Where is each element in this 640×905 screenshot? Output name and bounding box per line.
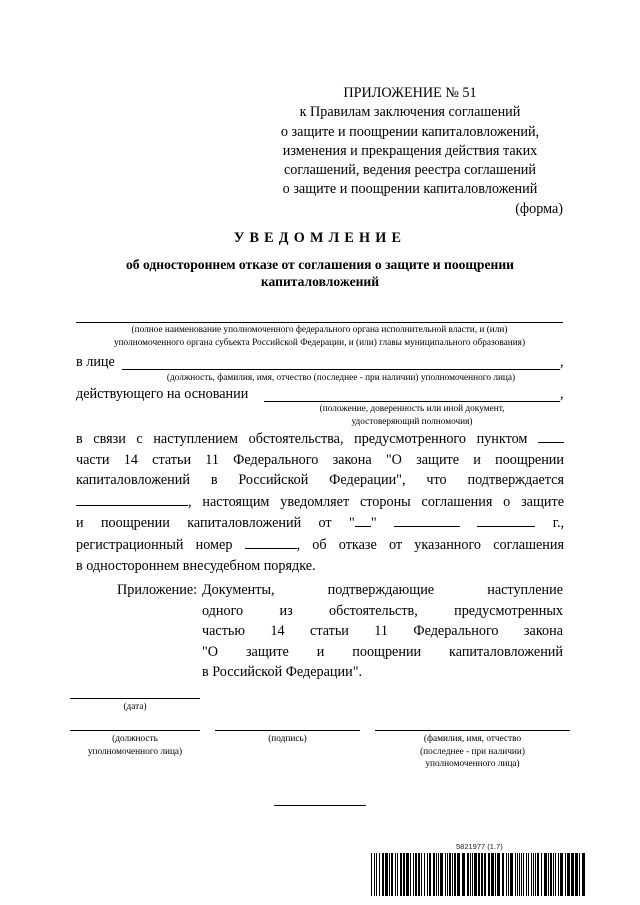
body-text: , об отказе от указанного соглашения <box>296 536 564 553</box>
barcode-image <box>371 853 589 896</box>
notice-body <box>76 428 564 576</box>
authority-name-field[interactable] <box>76 322 563 323</box>
attachment-line: в Российской Федерации". <box>202 664 363 681</box>
clause-number-field[interactable] <box>538 428 564 443</box>
date-caption: (дата) <box>123 702 147 712</box>
basis-caption <box>264 403 560 428</box>
confirmation-document-field[interactable] <box>76 491 188 506</box>
appendix-line: о защите и поощрении капиталовложений <box>282 181 538 198</box>
date-day-group <box>349 515 377 531</box>
body-text: и поощрении капиталовложений от <box>76 515 332 532</box>
year-suffix: г., <box>552 515 565 532</box>
position-field[interactable] <box>70 730 200 731</box>
attachment-line: Документы, подтверждающие наступление <box>202 582 563 598</box>
appendix-title: ПРИЛОЖЕНИЕ № 51 <box>343 85 477 101</box>
reg-number-group <box>245 537 564 553</box>
appendix-block <box>260 84 560 200</box>
signature-caption: (подпись) <box>268 734 307 744</box>
caption-line: (положение, доверенность или иной документ, <box>319 404 505 414</box>
subtitle-line: об одностороннем отказе от соглашения о защите и поощрении <box>125 257 514 272</box>
person-field[interactable] <box>122 369 560 370</box>
body-line <box>76 512 564 534</box>
quote: " <box>349 515 355 532</box>
attachment-line: "О защите и поощрении капиталовложений <box>202 643 563 660</box>
caption-line: (фамилия, имя, отчество <box>423 734 522 744</box>
document-subtitle <box>0 256 640 290</box>
body-text: регистрационный номер <box>76 536 233 553</box>
caption-line: уполномоченного лица) <box>87 746 183 757</box>
attachment-text <box>202 580 563 683</box>
agreement-month-field[interactable] <box>394 512 460 527</box>
subtitle-line: капиталовложений <box>260 274 380 289</box>
person-label: в лице <box>76 354 115 370</box>
appendix-line: к Правилам заключения соглашений <box>299 104 521 121</box>
body-text: в связи с наступлением обстоятельства, предусмотренного пунктом <box>76 431 528 447</box>
person-comma: , <box>560 354 564 370</box>
date-field[interactable] <box>70 698 200 699</box>
basis-comma: , <box>560 386 564 402</box>
agreement-day-field[interactable] <box>355 512 371 527</box>
signature-field[interactable] <box>215 730 360 731</box>
full-name-field[interactable] <box>375 730 570 731</box>
caption-line: (полное наименование уполномоченного федерального органа исполнительной власти, и (или) <box>131 325 508 335</box>
attachment-line: одного из обстоятельств, предусмотренных <box>202 602 563 619</box>
date-year-group <box>477 515 564 531</box>
attachment-label: Приложение: <box>117 582 198 598</box>
caption-line: удостоверяющий полномочия) <box>351 416 473 427</box>
caption-line: уполномоченного лица) <box>425 759 520 770</box>
appendix-line: о защите и поощрении капиталовложений, <box>280 123 540 140</box>
authority-caption <box>76 324 563 349</box>
position-caption <box>66 733 204 758</box>
caption-line: (должность <box>112 734 158 744</box>
appendix-line: соглашений, ведения реестра соглашений <box>284 162 536 179</box>
body-line: части 14 статьи 11 Федерального закона "О защите и поощрении <box>76 451 564 468</box>
basis-field[interactable] <box>264 401 560 402</box>
appendix-line: изменения и прекращения действия таких <box>282 142 538 159</box>
full-name-caption <box>375 733 570 771</box>
document-title: УВЕДОМЛЕНИЕ <box>233 230 407 246</box>
footer-line <box>274 805 366 806</box>
form-label: (форма) <box>515 201 563 217</box>
registration-number-field[interactable] <box>245 534 297 549</box>
attachment-line: частью 14 статьи 11 Федерального закона <box>202 623 563 640</box>
body-line <box>76 428 564 450</box>
body-text: , настоящим уведомляет стороны соглашения о защите <box>188 493 564 510</box>
person-caption: (должность, фамилия, имя, отчество (последнее - при наличии) уполномоченного лица) <box>166 373 516 383</box>
body-line <box>76 491 564 513</box>
caption-line: уполномоченного органа субъекта Российской Федерации, и (или) главы муниципального образования) <box>113 337 526 348</box>
agreement-year-field[interactable] <box>477 512 535 527</box>
caption-line: (последнее - при наличии) <box>420 746 525 757</box>
body-line: капиталовложений в Российской Федерации", что подтверждается <box>76 472 564 489</box>
barcode-number: 5821977 (1.7) <box>456 842 503 851</box>
quote: " <box>370 515 377 532</box>
body-line: в одностороннем внесудебном порядке. <box>76 557 316 574</box>
body-line <box>76 534 564 556</box>
basis-label: действующего на основании <box>76 386 249 402</box>
